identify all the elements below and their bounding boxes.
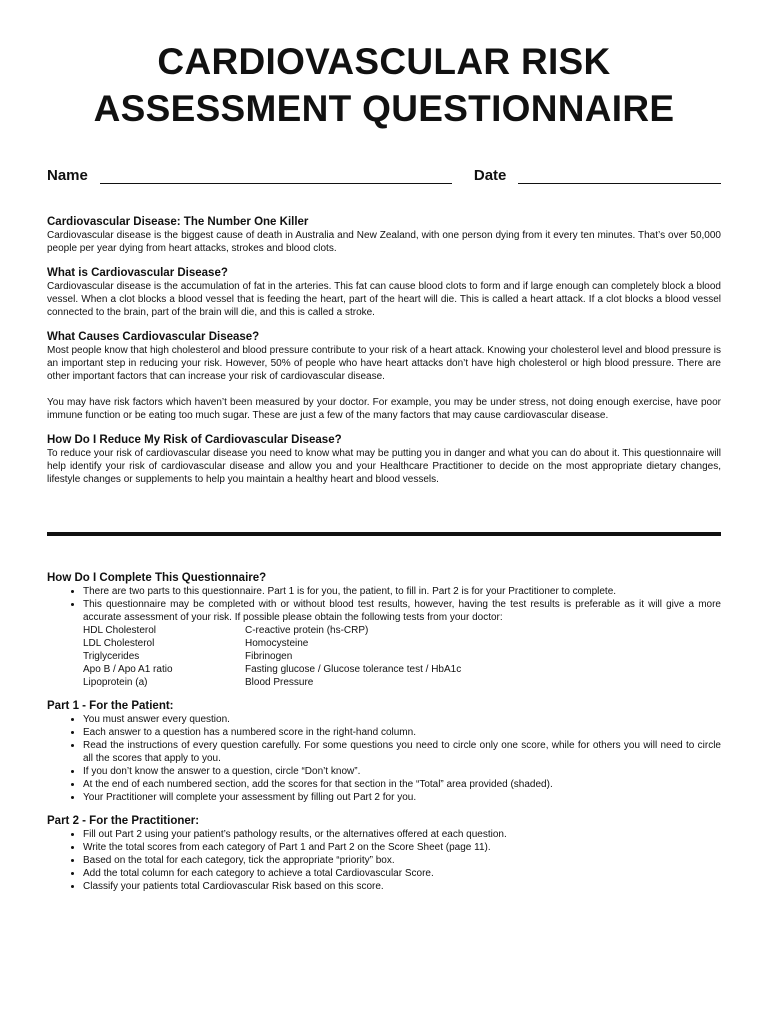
list-item: • Add the total column for each category to achieve a total Cardiovascular Score. (83, 867, 721, 880)
title-line-2: ASSESSMENT QUESTIONNAIRE (93, 88, 675, 129)
section-what-is-cvd (47, 266, 721, 319)
section-body: Cardiovascular disease is the biggest cause of death in Australia and New Zealand, with one person dying from it every ten minutes. That’s over 50,000 people per year dying from heart attacks, strokes and blood clots. (47, 230, 721, 254)
list-item: • There are two parts to this questionnaire. Part 1 is for you, the patient, to fill in. Part 2 is for your Practitioner to complete. (83, 585, 721, 598)
section-body-2: You may have risk factors which haven’t been measured by your doctor. For example, you may be under stress, not doing enough exercise, have poor immune function or be eating too much sugar. These are just a few of the many factors that may cause cardiovascular disease. (47, 397, 721, 421)
list-item: • Fill out Part 2 using your patient’s pathology results, or the alternatives offered at each question. (83, 828, 721, 841)
page-title (0, 38, 768, 132)
intro-sections (47, 215, 721, 497)
section-body: Cardiovascular disease is the accumulation of fat in the arteries. This fat can cause blood clots to form and if large enough can completely block a blood vessel. When a clot blocks a blood vessel that is feeding the heart, part of the heart will die. This is called a heart attack. If a clot blocks a blood vessel connected to the brain, part of the brain will die, and this is called a stroke. (47, 281, 721, 318)
list-item: • You must answer every question. (83, 713, 721, 726)
section-body: Most people know that high cholesterol and blood pressure contribute to your risk of a heart attack. Knowing your cholesterol level and blood pressure is an important step in reducing your risk. However, 50% of people who have heart attacks don’t have high cholesterol or high blood pressure. There are other important factors that can increase your risk of cardiovascular disease. (47, 345, 721, 382)
test-name: Triglycerides (83, 651, 140, 662)
list-item: • Write the total scores from each category of Part 1 and Part 2 on the Score Sheet (page 11). (83, 841, 721, 854)
test-row (83, 624, 721, 637)
test-name: LDL Cholesterol (83, 638, 155, 649)
howto-list (47, 585, 721, 624)
part1-list (47, 713, 721, 804)
test-row (83, 650, 721, 663)
list-item: • Each answer to a question has a numbered score in the right-hand column. (83, 726, 721, 739)
name-field[interactable] (100, 165, 452, 184)
section-heading: What is Cardiovascular Disease? (47, 267, 228, 279)
section-number-one-killer (47, 215, 721, 255)
list-item: • Classify your patients total Cardiovascular Risk based on this score. (83, 880, 721, 893)
part2-list (47, 828, 721, 893)
list-item: • At the end of each numbered section, add the scores for that section in the “Total” area provided (shaded). (83, 778, 721, 791)
test-name: Blood Pressure (245, 677, 314, 688)
test-name: Fasting glucose / Glucose tolerance test / HbA1c (245, 664, 462, 675)
test-row (83, 676, 721, 689)
name-date-fields (47, 165, 721, 184)
test-name: Lipoprotein (a) (83, 677, 148, 688)
test-list (47, 624, 721, 689)
part2-heading: Part 2 - For the Practitioner: (47, 815, 200, 827)
test-row (83, 663, 721, 676)
date-field[interactable] (518, 165, 721, 184)
list-item: • Read the instructions of every question carefully. For some questions you need to circle only one score, while for others you will need to circle all the scores that apply to you. (83, 739, 721, 765)
section-reduce-risk (47, 433, 721, 486)
list-item: • This questionnaire may be completed with or without blood test results, however, having the test results is preferable as it will give a more accurate assessment of your risk. If possible please obtain the following tests from your doctor: (83, 598, 721, 624)
list-item: • Based on the total for each category, tick the appropriate “priority” box. (83, 854, 721, 867)
test-name: C-reactive protein (hs-CRP) (245, 625, 369, 636)
name-label: Name (47, 167, 88, 184)
instructions (47, 571, 721, 893)
section-heading: How Do I Reduce My Risk of Cardiovascular Disease? (47, 434, 342, 446)
section-what-causes-cvd (47, 330, 721, 422)
title-line-1: CARDIOVASCULAR RISK (157, 41, 611, 82)
list-item: • Your Practitioner will complete your assessment by filling out Part 2 for you. (83, 791, 721, 804)
test-row (83, 637, 721, 650)
date-label: Date (473, 167, 507, 184)
section-heading: Cardiovascular Disease: The Number One Killer (47, 216, 309, 228)
part1-heading: Part 1 - For the Patient: (47, 700, 174, 712)
list-item: • If you don’t know the answer to a question, circle “Don’t know”. (83, 765, 721, 778)
howto-heading: How Do I Complete This Questionnaire? (47, 572, 267, 584)
test-name: Homocysteine (245, 638, 309, 649)
section-body: To reduce your risk of cardiovascular disease you need to know what may be putting you in danger and what you can do about it. This questionnaire will help identify your risk of cardiovascular disease and allow you and your Healthcare Practitioner to decide on the most appropriate dietary changes, lifestyle changes or supplements to help you maintain a healthy heart and blood vessels. (47, 448, 721, 485)
test-name: Apo B / Apo A1 ratio (83, 664, 173, 675)
test-name: HDL Cholesterol (83, 625, 156, 636)
section-divider (47, 532, 721, 536)
section-heading: What Causes Cardiovascular Disease? (47, 331, 260, 343)
test-name: Fibrinogen (245, 651, 293, 662)
